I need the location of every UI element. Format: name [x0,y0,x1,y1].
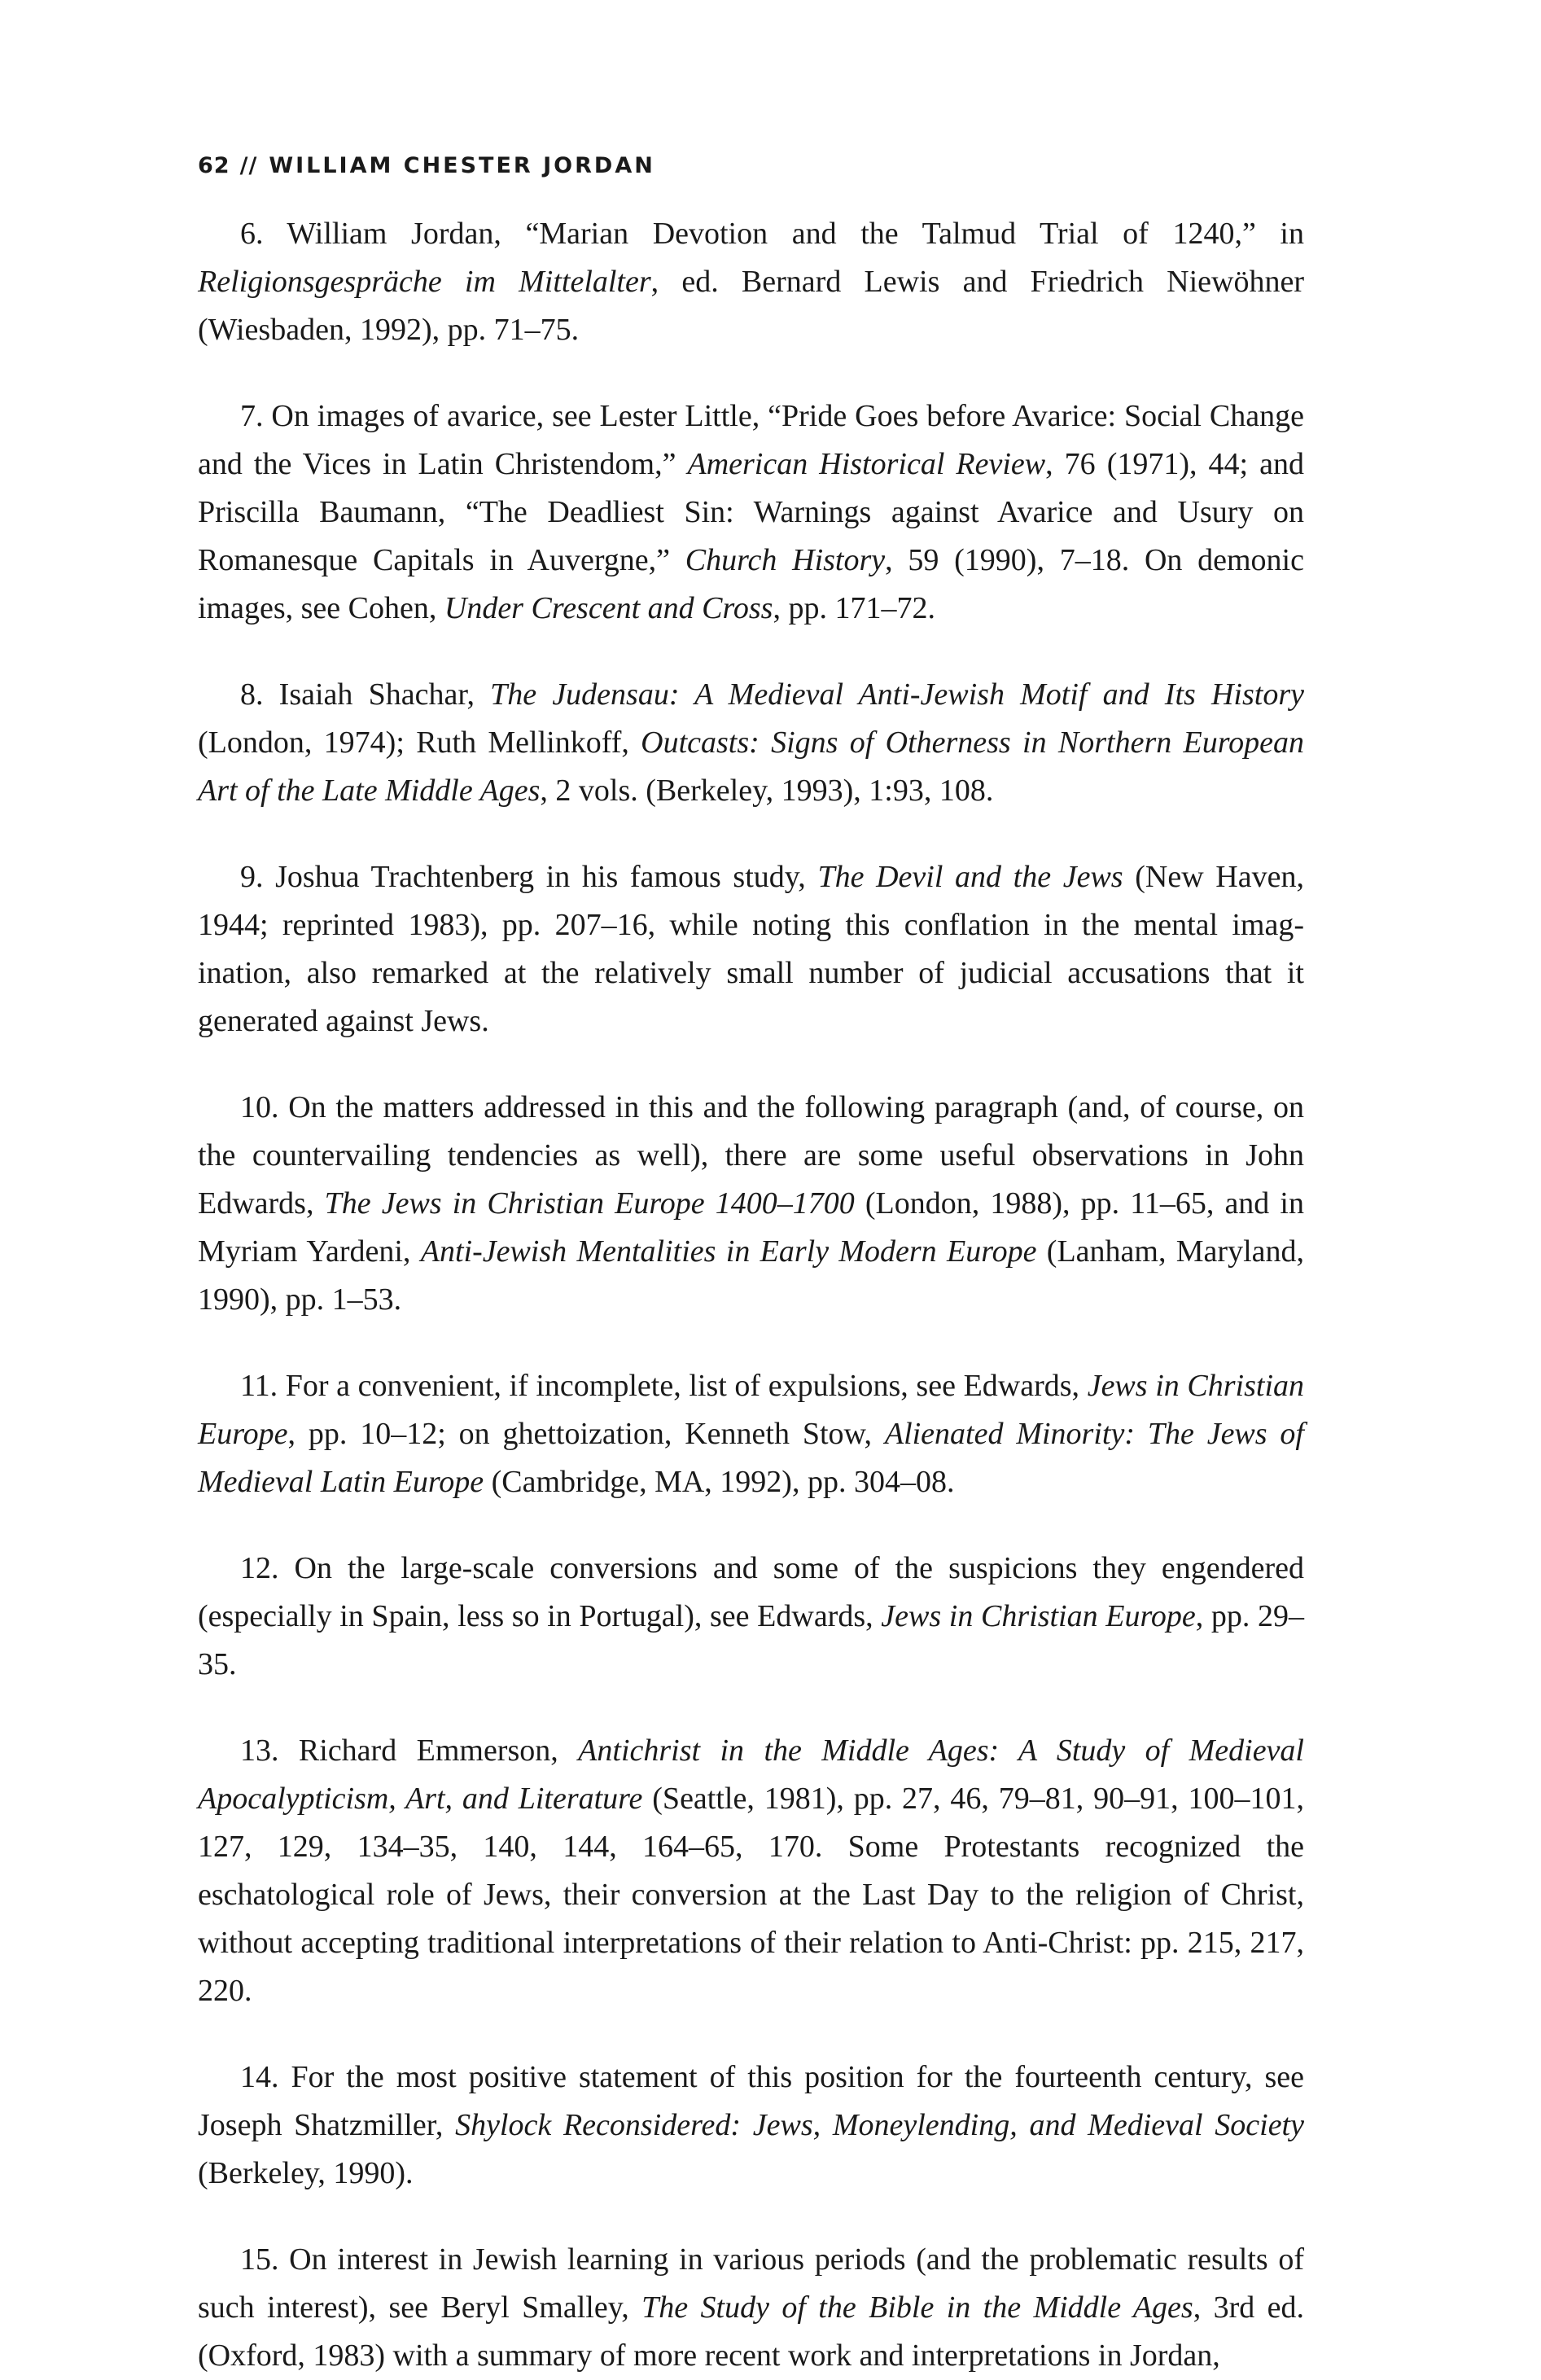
note-text: 7. On images of avarice, see Lester Little, “Pride Goes before Avarice: Social Change and the Vices in Latin Christendom,” [198,399,1304,481]
note-text: (London, 1988), pp. 11–65, and in Myriam Yardeni, [198,1186,1304,1269]
cited-title: American Historical Review [687,447,1046,481]
cited-title: Jews in Christian Europe [198,1369,1305,1451]
cited-title: Anti-Jewish Mentalities in Early Modern Europe [420,1234,1037,1269]
note-text: 12. On the large-scale conversions and some of the suspicions they engendered (especially in Spain, less so in Portugal), see Edwards, [198,1551,1304,1633]
note-text: , 59 (1990), 7–18. On demonic images, see Cohen, [198,543,1304,625]
cited-title: The Jews in Christian Europe 1400–1700 [324,1186,855,1221]
note-text: (Berkeley, 1990). [198,2156,414,2190]
header-separator: // [239,153,258,178]
page-number: 62 [198,153,230,178]
cited-title: Church History [685,543,886,577]
note-text: , pp. 29–35. [198,1599,1304,1681]
note-text: , 3rd ed. (Oxford, 1983) with a summary of more recent work and interpretations in Jordan, [198,2290,1304,2373]
endnote [198,671,1304,815]
note-text: 15. On interest in Jewish learning in various periods (and the problematic results of such interest), see Beryl Smalley, [198,2242,1304,2325]
note-text: 11. For a convenient, if incomplete, list of expulsions, see Edwards, [240,1369,1088,1403]
note-text: , pp. 171–72. [773,591,935,625]
endnote [198,1545,1304,1689]
cited-title: Antichrist in the Middle Ages: A Study of Medieval Apocalypticism, Art, and Literature [198,1733,1304,1816]
note-text: (Seattle, 1981), pp. 27, 46, 79–81, 90–91, 100–101, 127, 129, 134–35, 140, 144, 164–65, 170. Some Protestants recognized the eschatological role of Jews, their conversion at the Last Day to the religion of Christ, without accepting traditional interpretations of their relation to Anti-Christ: pp. 215, 217, 220. [198,1782,1304,2008]
note-text: 14. For the most positive statement of this position for the fourteenth century, see Joseph Shatzmiller, [198,2060,1304,2142]
note-text: (New Haven, 1944; reprinted 1983), pp. 207–16, while noting this conflation in the mental imagination, also remarked at the relatively small number of judicial accusations that it generated against Jews. [198,860,1304,1038]
endnote [198,1362,1304,1506]
note-text: (Cambridge, MA, 1992), pp. 304–08. [484,1465,955,1499]
endnote [198,392,1304,633]
cited-title: Religionsgespräche im Mittelalter [198,265,651,299]
endnote [198,210,1304,354]
note-text: , 76 (1971), 44; and Priscilla Baumann, “The Deadliest Sin: Warnings against Avarice and Usury on Romanesque Capitals in Auvergne,” [198,447,1305,577]
cited-title: The Study of the Bible in the Middle Ages [641,2290,1193,2325]
running-head [198,153,655,178]
cited-title: The Devil and the Jews [817,860,1123,894]
endnote [198,2053,1304,2198]
cited-title: The Judensau: A Medieval Anti-Jewish Motif and Its History [490,677,1304,712]
note-text: 9. Joshua Trachtenberg in his famous study, [240,860,818,894]
note-text: , ed. Bernard Lewis and Friedrich Niewöhner (Wiesbaden, 1992), pp. 71–75. [198,265,1305,347]
cited-title: Shylock Reconsidered: Jews, Moneylending, and Medieval Society [455,2108,1304,2142]
endnote [198,853,1304,1045]
note-text: (London, 1974); Ruth Mellinkoff, [198,725,641,760]
note-text: 8. Isaiah Shachar, [240,677,491,712]
endnote [198,1084,1304,1324]
note-text: (Lanham, Maryland, 1990), pp. 1–53. [198,1234,1304,1317]
endnote [198,2236,1304,2380]
cited-title: Alienated Minority: The Jews of Medieval Latin Europe [198,1417,1304,1499]
endnotes-list [198,210,1304,2380]
note-text: , 2 vols. (Berkeley, 1993), 1:93, 108. [540,774,994,808]
cited-title: Outcasts: Signs of Otherness in Northern European Art of the Late Middle Ages [198,725,1304,808]
note-text: , pp. 10–12; on ghettoization, Kenneth Stow, [287,1417,885,1451]
running-head-author: WILLIAM CHESTER JORDAN [269,153,655,178]
note-text: 10. On the matters addressed in this and the following paragraph (and, of course, on the countervailing tendencies as well), there are some useful observations in John Edwards, [198,1090,1304,1221]
note-text: 13. Richard Emmerson, [240,1733,579,1768]
cited-title: Jews in Christian Europe [881,1599,1196,1633]
cited-title: Under Crescent and Cross [444,591,773,625]
note-text: 6. William Jordan, “Marian Devotion and the Talmud Trial of 1240,” in [240,217,1304,251]
endnote [198,1727,1304,2015]
